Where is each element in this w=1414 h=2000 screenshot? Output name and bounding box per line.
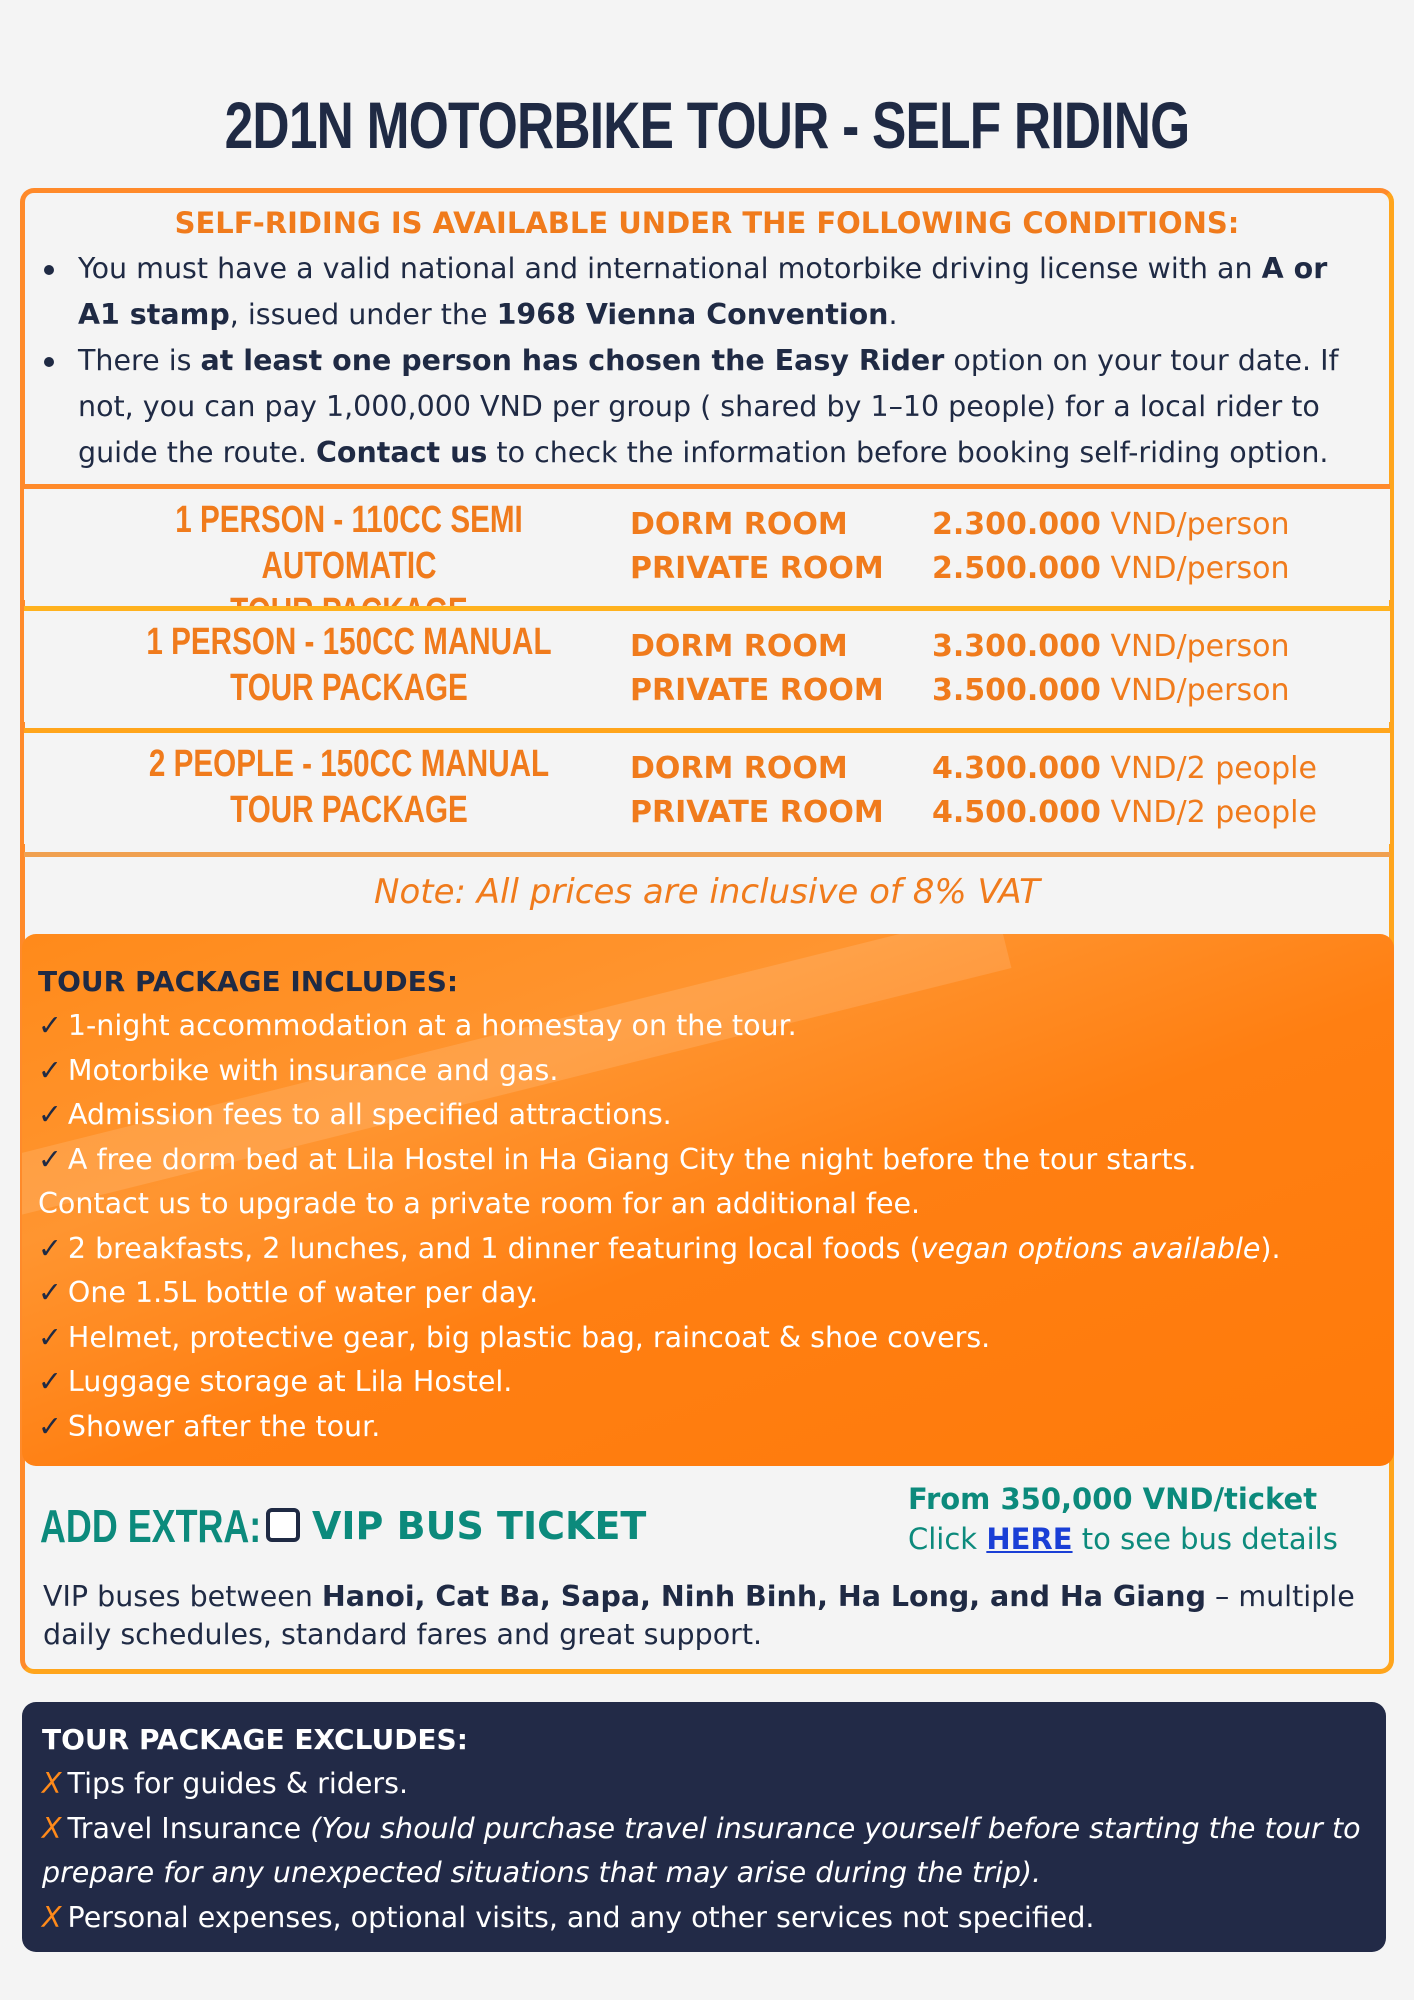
- dorm-room-label: DORM ROOM: [630, 507, 848, 542]
- include-text: Shower after the tour.: [67, 1409, 381, 1443]
- check-icon: ✓: [38, 1409, 62, 1443]
- include-item-meals: [38, 1227, 1378, 1272]
- exclude-item: [42, 1807, 1366, 1896]
- package-name-line1: 1 PERSON - 110CC SEMI AUTOMATIC: [175, 499, 523, 587]
- package-name-line2: TOUR PACKAGE: [230, 667, 468, 709]
- click-post: to see bus details: [1072, 1522, 1338, 1556]
- cond2-b: at least one person has chosen the Easy Rider: [200, 344, 945, 377]
- check-icon: ✓: [38, 1142, 62, 1176]
- bus-description: [43, 1578, 1373, 1654]
- include-item: [38, 1049, 1378, 1094]
- private-price-value: 4.500.000: [932, 795, 1101, 830]
- check-icon: ✓: [38, 1276, 62, 1309]
- check-icon: ✓: [38, 1009, 62, 1042]
- vip-bus-label[interactable]: VIP BUS TICKET: [312, 1504, 647, 1548]
- room-types: [630, 747, 884, 835]
- cond1-c: , issued under the: [229, 298, 497, 331]
- include-item: [38, 1271, 1378, 1316]
- insurance-note: (You should purchase travel insurance yourself before starting the tour to prepare for any unexpected situations that may arise during the trip).: [42, 1811, 1361, 1889]
- meals-text: 2 breakfasts, 2 lunches, and 1 dinner featuring local foods (: [67, 1231, 921, 1265]
- room-prices: [932, 625, 1289, 713]
- include-item: [38, 1093, 1378, 1138]
- cond2-e: to check the information before booking self-riding option.: [487, 436, 1329, 469]
- exclude-item: [42, 1762, 1366, 1807]
- private-price: [932, 791, 1317, 835]
- package-name: [119, 619, 579, 711]
- package-name-line1: 1 PERSON - 150CC MANUAL: [146, 621, 552, 663]
- private-price-value: 2.500.000: [932, 551, 1101, 586]
- include-item: [38, 1138, 1378, 1183]
- price-unit: VND/person: [1110, 551, 1290, 586]
- vat-note: Note: All prices are inclusive of 8% VAT: [24, 852, 1390, 930]
- includes-panel: [22, 934, 1394, 1466]
- contact-us-link[interactable]: Contact us: [316, 436, 488, 469]
- vegan-note: vegan options available: [920, 1231, 1261, 1265]
- include-item: [38, 1360, 1378, 1405]
- click-pre: Click: [908, 1522, 987, 1556]
- cond1-b: A or A1 stamp: [78, 252, 1328, 331]
- condition-easy-rider: [78, 338, 1366, 476]
- includes-heading: TOUR PACKAGE INCLUDES:: [38, 965, 459, 998]
- dorm-price-value: 3.300.000: [932, 629, 1101, 664]
- exclude-item: [42, 1896, 1366, 1941]
- meals-end: ).: [1260, 1231, 1281, 1265]
- dorm-room-label: DORM ROOM: [630, 751, 848, 786]
- private-room-label: PRIVATE ROOM: [630, 795, 884, 830]
- price-unit: VND/2 people: [1110, 751, 1317, 786]
- price-unit: VND/person: [1110, 673, 1290, 708]
- check-icon: ✓: [38, 1365, 62, 1398]
- cond1-e: .: [888, 298, 898, 331]
- include-text: One 1.5L bottle of water per day.: [67, 1276, 539, 1309]
- exclude-text: Travel Insurance: [67, 1811, 311, 1845]
- include-text: Admission fees to all specified attractions.: [67, 1098, 672, 1131]
- exclude-text: Personal expenses, optional visits, and any other services not specified.: [67, 1900, 1095, 1934]
- room-types: [630, 503, 884, 591]
- dorm-price: [932, 503, 1289, 547]
- room-types: [630, 625, 884, 713]
- include-text: Luggage storage at Lila Hostel.: [67, 1365, 513, 1398]
- check-icon: ✓: [38, 1320, 62, 1354]
- include-text: Helmet, protective gear, big plastic bag, raincoat & shoe covers.: [67, 1320, 991, 1354]
- include-item: [38, 1316, 1378, 1361]
- add-extra-section: [40, 1478, 1380, 1668]
- x-icon: X: [42, 1811, 62, 1845]
- room-prices: [932, 503, 1289, 591]
- desc-cities: Hanoi, Cat Ba, Sapa, Ninh Binh, Ha Long, and Ha Giang: [321, 1580, 1206, 1613]
- cond2-c: option on your tour date. If not, you can pay 1,000,000 VND per group ( shared by 1–10 people) for a local rider to guide the route.: [78, 344, 1339, 469]
- vip-bus-checkbox[interactable]: [266, 1508, 300, 1542]
- private-room-label: PRIVATE ROOM: [630, 673, 884, 708]
- check-icon: ✓: [38, 1231, 62, 1265]
- dorm-price-value: 4.300.000: [932, 751, 1101, 786]
- add-extra-title: ADD EXTRA:: [40, 1500, 262, 1552]
- cond1-d: 1968 Vienna Convention: [496, 298, 889, 331]
- conditions-heading: SELF-RIDING IS AVAILABLE UNDER THE FOLLOWING CONDITIONS:: [174, 206, 1240, 240]
- dorm-price: [932, 747, 1317, 791]
- include-text: 1-night accommodation at a homestay on the tour.: [67, 1009, 797, 1042]
- package-name: [119, 741, 579, 833]
- x-icon: X: [42, 1767, 62, 1800]
- package-row-3: [24, 728, 1390, 844]
- check-icon: ✓: [38, 1098, 62, 1131]
- excludes-panel: [22, 1702, 1386, 1952]
- package-name-line1: 2 PEOPLE - 150CC MANUAL: [148, 743, 550, 785]
- include-text: Motorbike with insurance and gas.: [67, 1053, 559, 1087]
- private-room-label: PRIVATE ROOM: [630, 551, 884, 586]
- page-title: 2D1N MOTORBIKE TOUR - SELF RIDING: [224, 88, 1190, 162]
- exclude-text: Tips for guides & riders.: [67, 1767, 409, 1800]
- check-icon: ✓: [38, 1053, 62, 1087]
- package-row-2: [24, 606, 1390, 722]
- price-unit: VND/person: [1110, 629, 1290, 664]
- private-price: [932, 669, 1289, 713]
- room-prices: [932, 747, 1317, 835]
- include-continuation: Contact us to upgrade to a private room for an additional fee.: [38, 1187, 921, 1220]
- cond1-a: You must have a valid national and international motorbike driving license with an: [78, 252, 1262, 285]
- desc-pre: VIP buses between: [43, 1580, 322, 1613]
- excludes-heading: TOUR PACKAGE EXCLUDES:: [42, 1723, 468, 1756]
- x-icon: X: [42, 1900, 62, 1934]
- include-item: [38, 1405, 1378, 1450]
- price-unit: VND/person: [1110, 507, 1290, 542]
- bus-from-price: From 350,000 VND/ticket: [908, 1482, 1318, 1516]
- private-price: [932, 547, 1289, 591]
- dorm-price-value: 2.300.000: [932, 507, 1101, 542]
- private-price-value: 3.500.000: [932, 673, 1101, 708]
- bus-details-line: [908, 1518, 1338, 1560]
- cond2-a: There is: [78, 344, 201, 377]
- package-name-line2: TOUR PACKAGE: [230, 789, 468, 831]
- desc-post: – multiple daily schedules, standard fares and great support.: [43, 1580, 1355, 1651]
- price-unit: VND/2 people: [1110, 795, 1317, 830]
- include-text: A free dorm bed at Lila Hostel in Ha Giang City the night before the tour starts.: [67, 1142, 1197, 1176]
- dorm-price: [932, 625, 1289, 669]
- include-item: [38, 1004, 1378, 1049]
- conditions-list: [28, 246, 1386, 476]
- dorm-room-label: DORM ROOM: [630, 629, 848, 664]
- package-row-1: [24, 484, 1390, 600]
- here-link[interactable]: HERE: [986, 1522, 1073, 1556]
- condition-license: [78, 246, 1366, 338]
- conditions-section: [28, 200, 1386, 476]
